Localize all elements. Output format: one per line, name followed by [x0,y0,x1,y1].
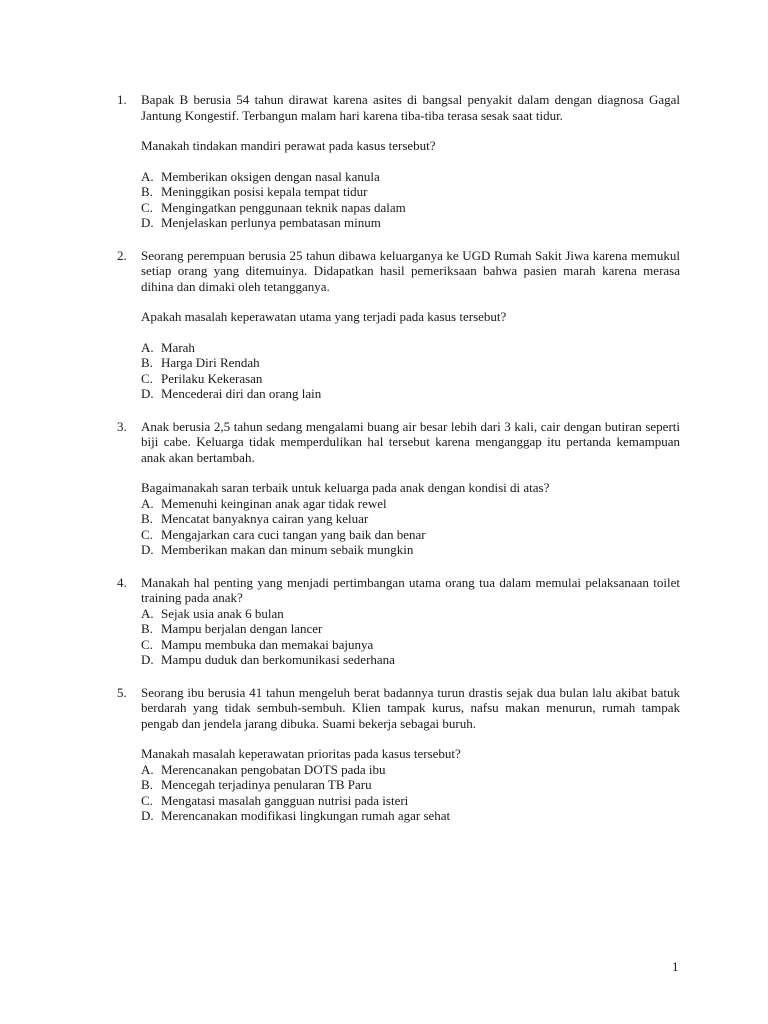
question-number: 5. [117,684,127,700]
question-number: 3. [117,418,127,434]
option-a [141,496,680,512]
option-text: Memberikan oksigen dengan nasal kanula [161,168,380,184]
option-list [141,169,680,231]
option-d [141,542,680,558]
option-text: Harga Diri Rendah [161,355,260,370]
option-a [141,340,680,356]
option-letter: B. [141,184,153,199]
option-c [141,637,680,653]
option-text: Mencederai diri dan orang lain [161,386,322,401]
option-letter: A. [141,339,154,355]
question-prompt: Manakah tindakan mandiri perawat pada kasus tersebut? [141,138,436,153]
option-letter: D. [141,386,154,401]
option-b [141,355,680,371]
option-letter: C. [141,636,153,652]
option-text: Memenuhi keinginan anak agar tidak rewel [161,495,387,511]
option-list [141,496,680,558]
question-stem: Bapak B berusia 54 tahun dirawat karena asites di bangsal penyakit dalam dengan diagnosa Gagal Jantung Kongestif. Terbangun malam hari karena tiba-tiba terasa sesak saat tidur. [141,92,680,123]
option-letter: A. [141,761,154,777]
question-2 [117,248,680,402]
option-c [141,527,680,543]
option-text: Mampu berjalan dengan lancer [161,621,323,636]
option-b [141,511,680,527]
option-text: Mengajarkan cara cuci tangan yang baik dan benar [161,526,426,542]
option-text: Merencanakan pengobatan DOTS pada ibu [161,761,386,777]
option-letter: A. [141,495,154,511]
option-letter: B. [141,621,153,636]
question-5 [117,685,680,824]
question-stem: Seorang perempuan berusia 25 tahun dibawa keluarganya ke UGD Rumah Sakit Jiwa karena memukul setiap orang yang ditemuinya. Didapatkan hasil pemeriksaan bahwa pasien marah karena merasa dihina dan dimaki oleh tetangganya. [141,247,680,294]
page-number: 1 [672,959,679,974]
question-4 [117,575,680,668]
option-text: Meninggikan posisi kepala tempat tidur [161,184,368,199]
option-text: Mampu membuka dan memakai bajunya [161,636,374,652]
option-b [141,621,680,637]
question-number: 1. [117,92,127,107]
option-a [141,169,680,185]
option-d [141,652,680,668]
option-letter: D. [141,652,154,667]
question-prompt: Bagaimanakah saran terbaik untuk keluarga pada anak dengan kondisi di atas? [141,480,550,495]
option-list [141,762,680,824]
option-list [141,340,680,402]
question-stem: Manakah hal penting yang menjadi pertimbangan utama orang tua dalam memulai pelaksanaan toilet training pada anak? [141,574,680,605]
option-d [141,215,680,231]
option-text: Perilaku Kekerasan [161,370,263,386]
option-letter: D. [141,808,154,823]
option-a [141,762,680,778]
question-3 [117,419,680,558]
option-a [141,606,680,622]
option-letter: C. [141,199,153,215]
option-text: Marah [161,339,195,355]
question-stem: Seorang ibu berusia 41 tahun mengeluh berat badannya turun drastis sejak dua bulan lalu akibat batuk berdarah yang tidak sembuh-sembuh. Klien tampak kurus, nafsu makan menurun, rumah tampak pengab dan jendela jarang dibuka. Suami bekerja sebagai buruh. [141,684,680,731]
option-text: Sejak usia anak 6 bulan [161,605,284,621]
option-b [141,777,680,793]
option-d [141,808,680,824]
option-text: Mencatat banyaknya cairan yang keluar [161,511,369,526]
option-text: Merencanakan modifikasi lingkungan rumah agar sehat [161,808,451,823]
question-number: 4. [117,574,127,590]
option-text: Mampu duduk dan berkomunikasi sederhana [161,652,395,667]
option-letter: A. [141,605,154,621]
question-prompt: Manakah masalah keperawatan prioritas pada kasus tersebut? [141,746,461,761]
option-text: Menjelaskan perlunya pembatasan minum [161,215,381,230]
question-stem: Anak berusia 2,5 tahun sedang mengalami buang air besar lebih dari 3 kali, cair dengan butiran seperti biji cabe. Keluarga tidak memperdulikan hal tersebut karena menganggap itu pertanda kemampuan anak akan bertambah. [141,418,680,465]
option-c [141,200,680,216]
option-list [141,606,680,668]
option-letter: A. [141,168,154,184]
question-1 [117,92,680,231]
option-text: Mengingatkan penggunaan teknik napas dalam [161,199,406,215]
option-text: Memberikan makan dan minum sebaik mungkin [161,542,414,557]
option-letter: B. [141,777,153,792]
option-d [141,386,680,402]
option-c [141,371,680,387]
option-b [141,184,680,200]
option-letter: D. [141,215,154,230]
option-letter: B. [141,355,153,370]
question-prompt: Apakah masalah keperawatan utama yang terjadi pada kasus tersebut? [141,309,507,324]
question-list [117,92,680,824]
option-text: Mengatasi masalah gangguan nutrisi pada isteri [161,792,409,808]
option-letter: C. [141,526,153,542]
question-number: 2. [117,247,127,263]
option-letter: D. [141,542,154,557]
option-c [141,793,680,809]
option-letter: C. [141,370,153,386]
option-letter: B. [141,511,153,526]
option-text: Mencegah terjadinya penularan TB Paru [161,777,372,792]
option-letter: C. [141,792,153,808]
